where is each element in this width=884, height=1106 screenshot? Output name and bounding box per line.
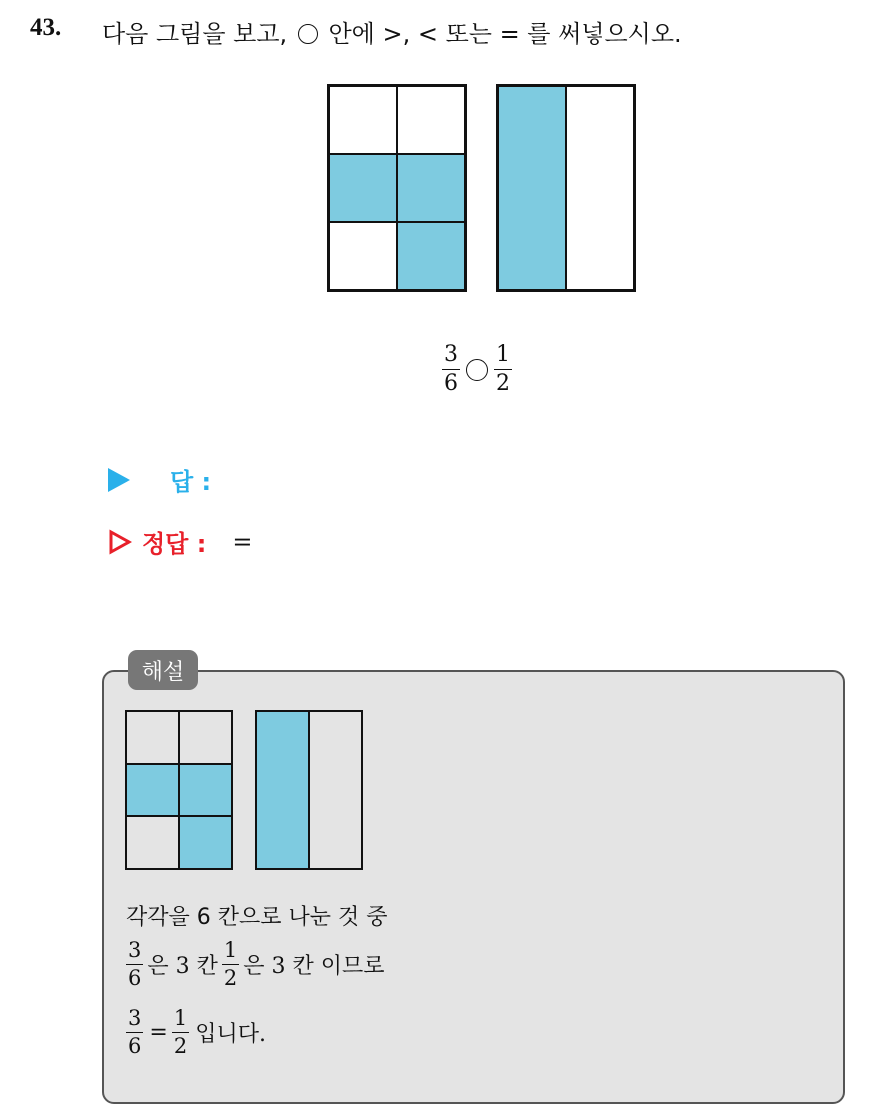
fraction-right <box>494 344 512 395</box>
fraction <box>172 1008 189 1057</box>
fraction-denominator: 6 <box>444 371 458 396</box>
grid-cell <box>397 86 465 154</box>
explanation-line-1: 각각을 6 칸으로 나눈 것 중 <box>126 905 388 930</box>
fraction-numerator: 1 <box>223 938 238 962</box>
explanation-figure-left <box>125 710 233 870</box>
grid-cell <box>126 711 179 764</box>
grid-cell-shaded <box>256 711 309 869</box>
play-triangle-icon <box>108 468 130 492</box>
grid-cell-shaded <box>498 86 566 290</box>
fraction <box>126 940 143 989</box>
fraction-numerator: 1 <box>496 342 510 367</box>
grid-cell <box>179 711 232 764</box>
grid-cell <box>329 86 397 154</box>
explanation-text: 은 3 칸 <box>147 954 218 979</box>
grid-cell-shaded <box>397 154 465 222</box>
outline-triangle-icon <box>108 529 132 555</box>
grid-cell <box>566 86 634 290</box>
figure-left-grid <box>327 84 467 292</box>
question-text <box>102 14 682 49</box>
compare-circle-icon[interactable] <box>466 359 488 381</box>
grid-cell-shaded <box>329 154 397 222</box>
grid-cell <box>126 816 179 869</box>
explanation-figure-right <box>255 710 363 870</box>
grid-cell-shaded <box>126 764 179 817</box>
explanation-text: 입니다. <box>195 1022 266 1047</box>
correct-answer-value: = <box>232 527 253 556</box>
question-text-before: 다음 그림을 보고, <box>102 20 288 48</box>
fraction-numerator: 3 <box>444 342 458 367</box>
fraction <box>222 940 239 989</box>
explanation-line-2 <box>126 940 389 989</box>
grid-cell-shaded <box>179 816 232 869</box>
equals-sign: = <box>149 1020 168 1045</box>
fraction-denominator: 6 <box>128 966 142 990</box>
explanation-text: 은 3 칸 이므로 <box>243 954 385 979</box>
fraction-denominator: 6 <box>128 1034 142 1058</box>
fraction-left <box>442 344 460 395</box>
fraction-denominator: 2 <box>223 966 238 990</box>
explanation-tab: 해설 <box>128 650 198 690</box>
fraction <box>126 1008 143 1057</box>
grid-cell-shaded <box>397 222 465 290</box>
fraction-numerator: 3 <box>128 938 142 962</box>
question-text-after: 안에 >, < 또는 = 를 써넣으시오. <box>328 20 682 48</box>
fraction-numerator: 1 <box>173 1006 188 1030</box>
fraction-numerator: 3 <box>128 1006 142 1030</box>
grid-cell <box>329 222 397 290</box>
question-number: 43. <box>30 14 62 41</box>
correct-answer-row <box>108 524 252 559</box>
explanation-line-3 <box>126 1008 270 1057</box>
blank-circle-icon <box>298 24 318 44</box>
answer-label: 답 : <box>170 468 212 496</box>
correct-answer-label: 정답 : <box>142 530 207 558</box>
fraction-denominator: 2 <box>496 371 510 396</box>
grid-cell <box>309 711 362 869</box>
answer-row <box>108 462 211 497</box>
comparison-expression <box>442 344 512 395</box>
grid-cell-shaded <box>179 764 232 817</box>
fraction-denominator: 2 <box>173 1034 188 1058</box>
figure-right-grid <box>496 84 636 292</box>
